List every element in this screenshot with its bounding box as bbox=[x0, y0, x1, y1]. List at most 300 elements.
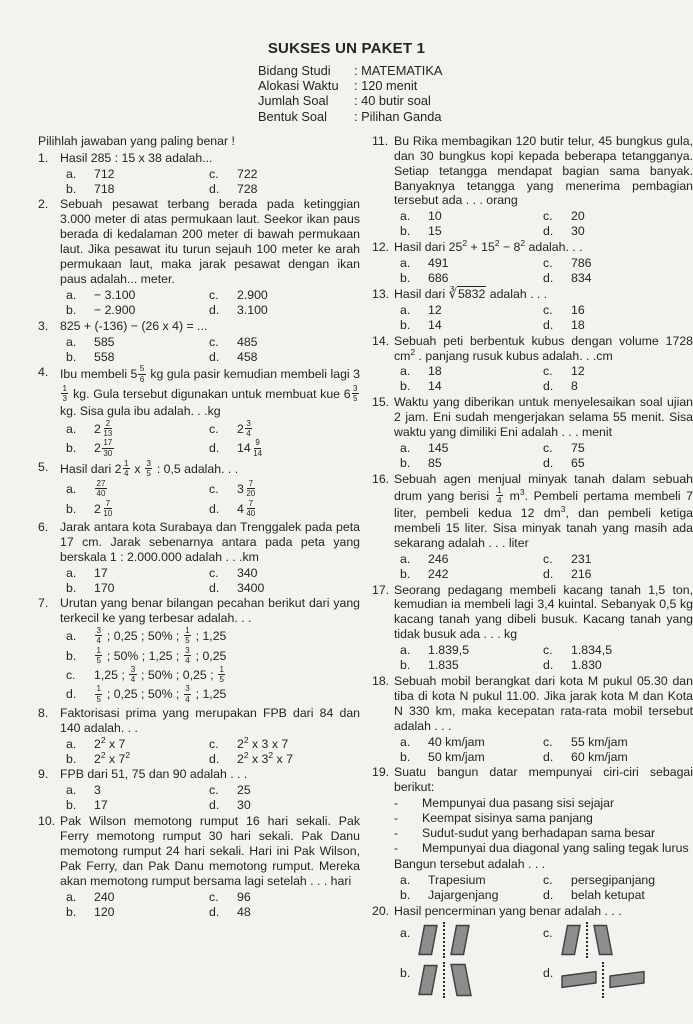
option-letter: d. bbox=[543, 455, 554, 470]
feature-text: Mempunyai dua pasang sisi sejajar bbox=[422, 796, 615, 811]
question bbox=[38, 520, 360, 596]
superscript: 2 bbox=[243, 734, 249, 745]
question-text: Sebuah agen menjual minyak tanah dalam sebuah drum yang berisi $\frac{1}{4}$ $m^3$. Pembeli pertama membeli 7 liter, pembeli kedua 12 $dm^3$, dan pembeli ketiga membeli 15 liter. Sisa minyak tanah yang masih ada sekarang adalah . . . liter bbox=[394, 471, 693, 550]
option-value: 14 bbox=[428, 379, 442, 394]
answer-options bbox=[400, 209, 693, 239]
option-letter: a. bbox=[66, 334, 77, 349]
meta-row bbox=[258, 93, 693, 108]
answer-option bbox=[209, 890, 360, 905]
meta-value: : MATEMATIKA bbox=[354, 63, 443, 78]
superscript: 2 bbox=[243, 749, 249, 760]
answer-option bbox=[66, 666, 360, 685]
question-body bbox=[394, 287, 693, 333]
question bbox=[38, 596, 360, 704]
option-letter: c. bbox=[209, 783, 219, 798]
answer-options bbox=[400, 552, 693, 582]
question-number: 8. bbox=[38, 705, 49, 720]
option-letter: d. bbox=[543, 749, 554, 764]
answer-option bbox=[209, 798, 360, 813]
question-body bbox=[60, 460, 360, 519]
option-letter: a. bbox=[66, 889, 77, 904]
option-value: 30 bbox=[237, 798, 251, 813]
option-letter: c. bbox=[543, 872, 553, 887]
option-letter: c. bbox=[543, 209, 553, 224]
meta-label: Jumlah Soal bbox=[258, 93, 329, 109]
option-letter: d. bbox=[209, 181, 220, 196]
option-value: 10 bbox=[428, 209, 442, 224]
option-letter: d. bbox=[543, 887, 554, 902]
option-value: 75 bbox=[571, 440, 585, 455]
option-value: belah ketupat bbox=[571, 887, 645, 902]
feature-text: Mempunyai dua diagonal yang saling tegak lurus bbox=[422, 840, 689, 855]
question-body bbox=[394, 134, 693, 239]
option-letter: a. bbox=[400, 440, 411, 455]
option-letter: a. bbox=[66, 783, 77, 798]
fraction: $\frac{1}{3}$ bbox=[62, 383, 67, 403]
answer-option bbox=[400, 224, 543, 239]
question-text: 825 + (-136) − (26 x 4) = ... bbox=[60, 318, 208, 333]
question-text: Hasil pencerminan yang benar adalah . . . bbox=[394, 903, 622, 918]
parallelogram-shape bbox=[418, 964, 438, 996]
question-number: 19. bbox=[372, 765, 390, 780]
answer-option bbox=[209, 905, 360, 920]
option-value: 3 bbox=[94, 783, 101, 798]
question-number: 3. bbox=[38, 318, 49, 333]
fraction: $\frac{1}{4}$ bbox=[124, 458, 129, 478]
question bbox=[38, 151, 360, 197]
option-letter: c. bbox=[209, 482, 219, 497]
answer-option bbox=[543, 303, 693, 318]
answer-option bbox=[543, 456, 693, 471]
question-body bbox=[60, 365, 360, 458]
answer-option bbox=[400, 658, 543, 673]
question-number: 2. bbox=[38, 197, 49, 212]
question-number: 16. bbox=[372, 471, 390, 486]
option-letter: a. bbox=[66, 482, 77, 497]
answer-options bbox=[66, 734, 360, 767]
meta-label: Bentuk Soal bbox=[258, 108, 328, 124]
option-value: 30 bbox=[571, 224, 585, 239]
bullet-dash: - bbox=[394, 840, 399, 855]
option-value: 2.900 bbox=[237, 287, 268, 302]
option-letter: c. bbox=[543, 551, 553, 566]
answer-option bbox=[400, 456, 543, 471]
mirror-shape-pair bbox=[561, 922, 613, 958]
answer-option bbox=[543, 256, 693, 271]
answer-option bbox=[66, 500, 209, 519]
superscript: 2 bbox=[125, 749, 131, 760]
question bbox=[372, 287, 693, 333]
answer-options bbox=[400, 364, 693, 394]
answer-options bbox=[400, 735, 693, 765]
question-body bbox=[394, 240, 693, 286]
fraction: $\frac{5}{6}$ bbox=[139, 364, 145, 384]
option-letter: b. bbox=[66, 349, 77, 364]
question-text: Suatu bangun datar mempunyai ciri-ciri sebagai berikut: bbox=[394, 765, 693, 795]
answer-option bbox=[400, 888, 543, 903]
superscript: 2 bbox=[410, 346, 416, 357]
fraction: $\frac{3}{4}$ bbox=[130, 665, 136, 685]
option-letter: d. bbox=[209, 349, 220, 364]
answer-options bbox=[400, 256, 693, 286]
answer-option bbox=[400, 735, 543, 750]
option-value: 231 bbox=[571, 551, 592, 566]
option-letter: d. bbox=[543, 566, 554, 581]
answer-option bbox=[400, 209, 543, 224]
option-value: 12 bbox=[428, 302, 442, 317]
option-value: − 3.100 bbox=[94, 287, 136, 302]
answer-options bbox=[66, 627, 360, 705]
answer-option bbox=[66, 581, 209, 596]
answer-option bbox=[209, 581, 360, 596]
mirror-shape-pair bbox=[418, 962, 472, 998]
answer-option bbox=[543, 873, 693, 888]
answer-option bbox=[543, 643, 693, 658]
option-value: 491 bbox=[428, 256, 449, 271]
option-letter: b. bbox=[66, 904, 77, 919]
meta-row bbox=[258, 63, 693, 78]
option-letter: d. bbox=[209, 798, 220, 813]
option-letter: c. bbox=[543, 925, 553, 940]
answer-option bbox=[209, 335, 360, 350]
answer-option bbox=[543, 750, 693, 765]
option-letter: a. bbox=[400, 643, 411, 658]
option-letter: b. bbox=[66, 798, 77, 813]
answer-option bbox=[400, 922, 543, 958]
question bbox=[38, 197, 360, 317]
option-value: 1.839,5 bbox=[428, 643, 470, 658]
question bbox=[38, 767, 360, 813]
answer-option bbox=[209, 303, 360, 318]
option-value: 2 $\frac{7}{10}$ bbox=[94, 498, 113, 518]
answer-options bbox=[400, 643, 693, 673]
question-body bbox=[60, 520, 360, 596]
mirror-shape-pair bbox=[561, 962, 645, 998]
option-value: 15 bbox=[428, 224, 442, 239]
option-letter: c. bbox=[209, 565, 219, 580]
paper-meta bbox=[258, 63, 693, 124]
left-column bbox=[38, 134, 360, 1001]
option-value: 14 $\frac{9}{14}$ bbox=[237, 438, 263, 458]
superscript: 2 bbox=[494, 238, 500, 249]
answer-option bbox=[209, 734, 360, 752]
option-value: 585 bbox=[94, 334, 115, 349]
question-text: Hasil dari $25^2 + 15^2 - 8^2$ adalah. . . bbox=[394, 238, 583, 255]
question-number: 11. bbox=[372, 133, 389, 148]
answer-option bbox=[400, 567, 543, 582]
answer-option bbox=[209, 288, 360, 303]
answer-option bbox=[400, 552, 543, 567]
mirror-line bbox=[602, 962, 604, 998]
bullet-dash: - bbox=[394, 826, 399, 841]
option-letter: a. bbox=[66, 736, 77, 751]
answer-options bbox=[66, 480, 360, 519]
question-number: 5. bbox=[38, 459, 49, 474]
answer-option bbox=[66, 480, 209, 499]
option-letter: a. bbox=[400, 734, 411, 749]
meta-value: : 120 menit bbox=[354, 78, 418, 94]
option-letter: b. bbox=[400, 224, 411, 239]
option-letter: b. bbox=[400, 749, 411, 764]
answer-option bbox=[66, 905, 209, 920]
question-body bbox=[394, 334, 693, 395]
question-body bbox=[394, 472, 693, 582]
answer-option bbox=[66, 798, 209, 813]
superscript: 2 bbox=[268, 749, 274, 760]
option-value: 2 $\frac{3}{4}$ bbox=[237, 419, 251, 439]
fraction: $\frac{1}{5}$ bbox=[219, 665, 224, 685]
option-value: persegipanjang bbox=[571, 872, 656, 887]
option-value: 2 $\frac{17}{30}$ bbox=[94, 438, 113, 458]
answer-option bbox=[66, 734, 209, 752]
answer-option bbox=[209, 182, 360, 197]
option-value: 718 bbox=[94, 181, 115, 196]
option-value: 120 bbox=[94, 904, 115, 919]
option-letter: a. bbox=[66, 629, 77, 644]
question-number: 12. bbox=[372, 240, 390, 255]
option-value: 712 bbox=[94, 166, 115, 181]
answer-option bbox=[543, 379, 693, 394]
question-number: 17. bbox=[372, 582, 390, 597]
option-value: 145 bbox=[428, 440, 449, 455]
feature-text: Keempat sisinya sama panjang bbox=[422, 811, 593, 826]
answer-option bbox=[66, 167, 209, 182]
answer-option bbox=[400, 962, 543, 998]
answer-option bbox=[209, 167, 360, 182]
mirror-line bbox=[443, 922, 445, 958]
option-letter: a. bbox=[66, 166, 77, 181]
question-body bbox=[394, 674, 693, 764]
option-value: Jajargenjang bbox=[428, 887, 499, 902]
option-value: 4 $\frac{7}{40}$ bbox=[237, 498, 256, 518]
option-value: 2 $\frac{2}{13}$ bbox=[94, 419, 113, 439]
answer-option bbox=[66, 420, 209, 439]
option-value: 8 bbox=[571, 379, 578, 394]
option-value: 40 km/jam bbox=[428, 734, 485, 749]
option-letter: a. bbox=[400, 364, 411, 379]
option-letter: d. bbox=[543, 379, 554, 394]
question-text: Urutan yang benar bilangan pecahan berikut dari yang terkecil ke yang terbesar adalah. . . bbox=[60, 596, 360, 626]
answer-option bbox=[209, 439, 360, 458]
question-number: 13. bbox=[372, 286, 390, 301]
option-letter: b. bbox=[400, 566, 411, 581]
answer-options bbox=[400, 303, 693, 333]
option-letter: b. bbox=[400, 965, 411, 980]
option-value: 12 bbox=[571, 364, 585, 379]
feature-list bbox=[394, 796, 693, 856]
option-letter: d. bbox=[543, 658, 554, 673]
answer-option bbox=[400, 750, 543, 765]
option-value: 17 bbox=[94, 565, 108, 580]
answer-option bbox=[66, 182, 209, 197]
fraction: $\frac{7}{40}$ bbox=[246, 498, 256, 518]
option-value: 722 bbox=[237, 166, 258, 181]
answer-options bbox=[400, 441, 693, 471]
option-letter: d. bbox=[209, 501, 220, 516]
question-columns bbox=[0, 124, 693, 1001]
option-letter: c. bbox=[66, 667, 76, 682]
answer-option bbox=[66, 627, 360, 646]
option-letter: b. bbox=[66, 302, 77, 317]
question-text: Sebuah mobil berangkat dari kota M pukul 05.30 dan tiba di kota N pukul 11.00. Jika jarak kota M dan Kota N 330 km, maka kecepatan rata-rata mobil tersebut adalah . . . bbox=[394, 674, 693, 733]
option-value: 3400 bbox=[237, 580, 265, 595]
parallelogram-shape bbox=[418, 924, 438, 956]
option-value: 50 km/jam bbox=[428, 749, 485, 764]
option-value: 14 bbox=[428, 317, 442, 332]
parallelogram-shape bbox=[450, 924, 470, 956]
meta-row bbox=[258, 109, 693, 124]
option-value: 17 bbox=[94, 798, 108, 813]
option-letter: b. bbox=[66, 501, 77, 516]
option-value: 18 bbox=[571, 317, 585, 332]
option-value: 60 km/jam bbox=[571, 749, 628, 764]
answer-option bbox=[400, 271, 543, 286]
answer-option bbox=[66, 685, 360, 704]
question bbox=[38, 460, 360, 519]
answer-option bbox=[66, 439, 209, 458]
meta-row bbox=[258, 78, 693, 93]
option-letter: c. bbox=[209, 889, 219, 904]
fraction: $\frac{17}{30}$ bbox=[103, 438, 113, 458]
question-text: Bu Rika membagikan 120 butir telur, 45 bungkus gula, dan 30 bungkus kopi kepada beberapa tetangganya. Setiap tetangga mendapat bagian sama banyak. Banyaknya tetangga yang menerima pembagian tersebut ada . . . orang bbox=[394, 133, 693, 208]
feature-item bbox=[394, 841, 693, 856]
question-text: Hasil dari ∛5832 adalah . . . bbox=[394, 285, 548, 301]
option-value: 48 bbox=[237, 904, 251, 919]
answer-options bbox=[66, 420, 360, 459]
question-body bbox=[394, 583, 693, 673]
question-text: Sebuah peti berbentuk kubus dengan volume 1728 $cm^2$ . panjang rusuk kubus adalah. . .cm bbox=[394, 333, 693, 363]
meta-value: : Pilihan Ganda bbox=[354, 108, 442, 124]
option-value: 1.835 bbox=[428, 658, 459, 673]
option-value: $2^2$ x 3 x 7 bbox=[237, 734, 289, 751]
option-letter: b. bbox=[66, 751, 77, 766]
answer-options bbox=[66, 890, 360, 920]
question bbox=[38, 319, 360, 365]
answer-option bbox=[66, 350, 209, 365]
option-value: Trapesium bbox=[428, 872, 486, 887]
question-body bbox=[394, 395, 693, 471]
answer-options bbox=[66, 167, 360, 197]
question-text: FPB dari 51, 75 dan 90 adalah . . . bbox=[60, 767, 248, 782]
question-text: Ibu membeli 5 $\frac{5}{6}$ kg gula pasir kemudian membeli lagi 3 $\frac{1}{3}$ kg. Gula tersebut digunakan untuk membuat kue 6 $\frac{3}{5}$ kg. Sisa gula ibu adalah. . .kg bbox=[60, 364, 361, 419]
option-value: 55 km/jam bbox=[571, 734, 628, 749]
answer-option bbox=[543, 962, 693, 998]
option-letter: c. bbox=[209, 166, 219, 181]
option-value: 834 bbox=[571, 270, 592, 285]
fraction: $\frac{1}{5}$ bbox=[96, 645, 101, 665]
question-number: 14. bbox=[372, 333, 390, 348]
answer-option bbox=[400, 643, 543, 658]
right-column bbox=[372, 134, 693, 1001]
fraction: $\frac{3}{4}$ bbox=[246, 419, 251, 439]
question-number: 9. bbox=[38, 767, 49, 782]
fraction: $\frac{1}{4}$ bbox=[497, 485, 502, 505]
question-body bbox=[60, 319, 360, 365]
option-letter: d. bbox=[209, 580, 220, 595]
answer-option bbox=[66, 647, 360, 666]
option-value: $\frac{1}{5}$ ; 0,25 ; 50% ; $\frac{3}{4}$ ; 1,25 bbox=[96, 684, 227, 704]
question bbox=[38, 365, 360, 458]
option-value: 246 bbox=[428, 551, 449, 566]
option-value: 85 bbox=[428, 455, 442, 470]
question-body bbox=[394, 904, 693, 1000]
option-value: 558 bbox=[94, 349, 115, 364]
fraction: $\frac{3}{5}$ bbox=[353, 383, 358, 403]
option-value: 1.834,5 bbox=[571, 643, 613, 658]
option-letter: b. bbox=[66, 648, 77, 663]
option-letter: b. bbox=[400, 270, 411, 285]
question bbox=[372, 765, 693, 902]
option-value: 170 bbox=[94, 580, 115, 595]
superscript: 2 bbox=[100, 749, 106, 760]
answer-option bbox=[543, 735, 693, 750]
question-body bbox=[60, 814, 360, 919]
parallelogram-shape bbox=[450, 963, 472, 997]
answer-option bbox=[543, 888, 693, 903]
answer-option bbox=[543, 364, 693, 379]
option-value: 3.100 bbox=[237, 302, 268, 317]
question-text: Sebuah pesawat terbang berada pada ketinggian 3.000 meter di atas permukaan laut. Seekor ikan paus berada di kedalaman 200 meter di bawah permukaan laut. Jika pesawat itu turun sejauh 100 meter ke arah permukaan laut, maka jarak pesawat dengan ikan paus adalah... meter. bbox=[60, 197, 360, 286]
parallelogram-shape bbox=[561, 970, 597, 989]
question bbox=[372, 583, 693, 673]
answer-options bbox=[400, 873, 693, 903]
option-letter: c. bbox=[543, 734, 553, 749]
fraction: $\frac{9}{14}$ bbox=[253, 438, 263, 458]
question bbox=[372, 134, 693, 239]
mirror-line bbox=[586, 922, 588, 958]
answer-option bbox=[209, 566, 360, 581]
option-value: 18 bbox=[428, 364, 442, 379]
option-letter: a. bbox=[400, 551, 411, 566]
option-letter: d. bbox=[543, 317, 554, 332]
fraction: $\frac{1}{5}$ bbox=[185, 626, 190, 646]
parallelogram-shape bbox=[609, 970, 645, 989]
answer-option bbox=[66, 890, 209, 905]
fraction: $\frac{1}{5}$ bbox=[96, 684, 101, 704]
feature-item bbox=[394, 811, 693, 826]
question-text: Seorang pedagang membeli kacang tanah 1,5 ton, kemudian ia membeli lagi 3,4 kuintal. Sebanyak 0,5 kg kacang tanah yang dibeli busuk. Kacang tanah yang tidak busuk ada . . . kg bbox=[394, 582, 693, 642]
option-value: 3 $\frac{7}{20}$ bbox=[237, 479, 256, 499]
question bbox=[372, 240, 693, 286]
option-letter: c. bbox=[543, 643, 553, 658]
question-body bbox=[60, 706, 360, 767]
option-value: 65 bbox=[571, 455, 585, 470]
option-letter: a. bbox=[400, 872, 411, 887]
feature-item bbox=[394, 826, 693, 841]
fraction: $\frac{7}{20}$ bbox=[246, 479, 256, 499]
option-value: 728 bbox=[237, 181, 258, 196]
cube-root: ∛5832 bbox=[448, 285, 486, 301]
option-value: − 2.900 bbox=[94, 302, 136, 317]
option-letter: b. bbox=[400, 379, 411, 394]
answer-option bbox=[543, 658, 693, 673]
answer-option bbox=[209, 500, 360, 519]
answer-options bbox=[66, 288, 360, 318]
option-letter: d. bbox=[66, 687, 77, 702]
meta-label: Bidang Studi bbox=[258, 63, 331, 78]
answer-option bbox=[400, 364, 543, 379]
option-value: $\frac{3}{4}$ ; 0,25 ; 50% ; $\frac{1}{5}$ ; 1,25 bbox=[96, 626, 227, 646]
meta-value: : 40 butir soal bbox=[354, 93, 431, 109]
option-value: 96 bbox=[237, 889, 251, 904]
paper-title: SUKSES UN PAKET 1 bbox=[267, 40, 426, 57]
question bbox=[38, 814, 360, 919]
option-letter: a. bbox=[400, 925, 411, 940]
question-body bbox=[60, 596, 360, 704]
option-letter: a. bbox=[66, 287, 77, 302]
question-number: 4. bbox=[38, 365, 49, 380]
option-value: $2^2$ x $3^2$ x 7 bbox=[237, 749, 293, 766]
